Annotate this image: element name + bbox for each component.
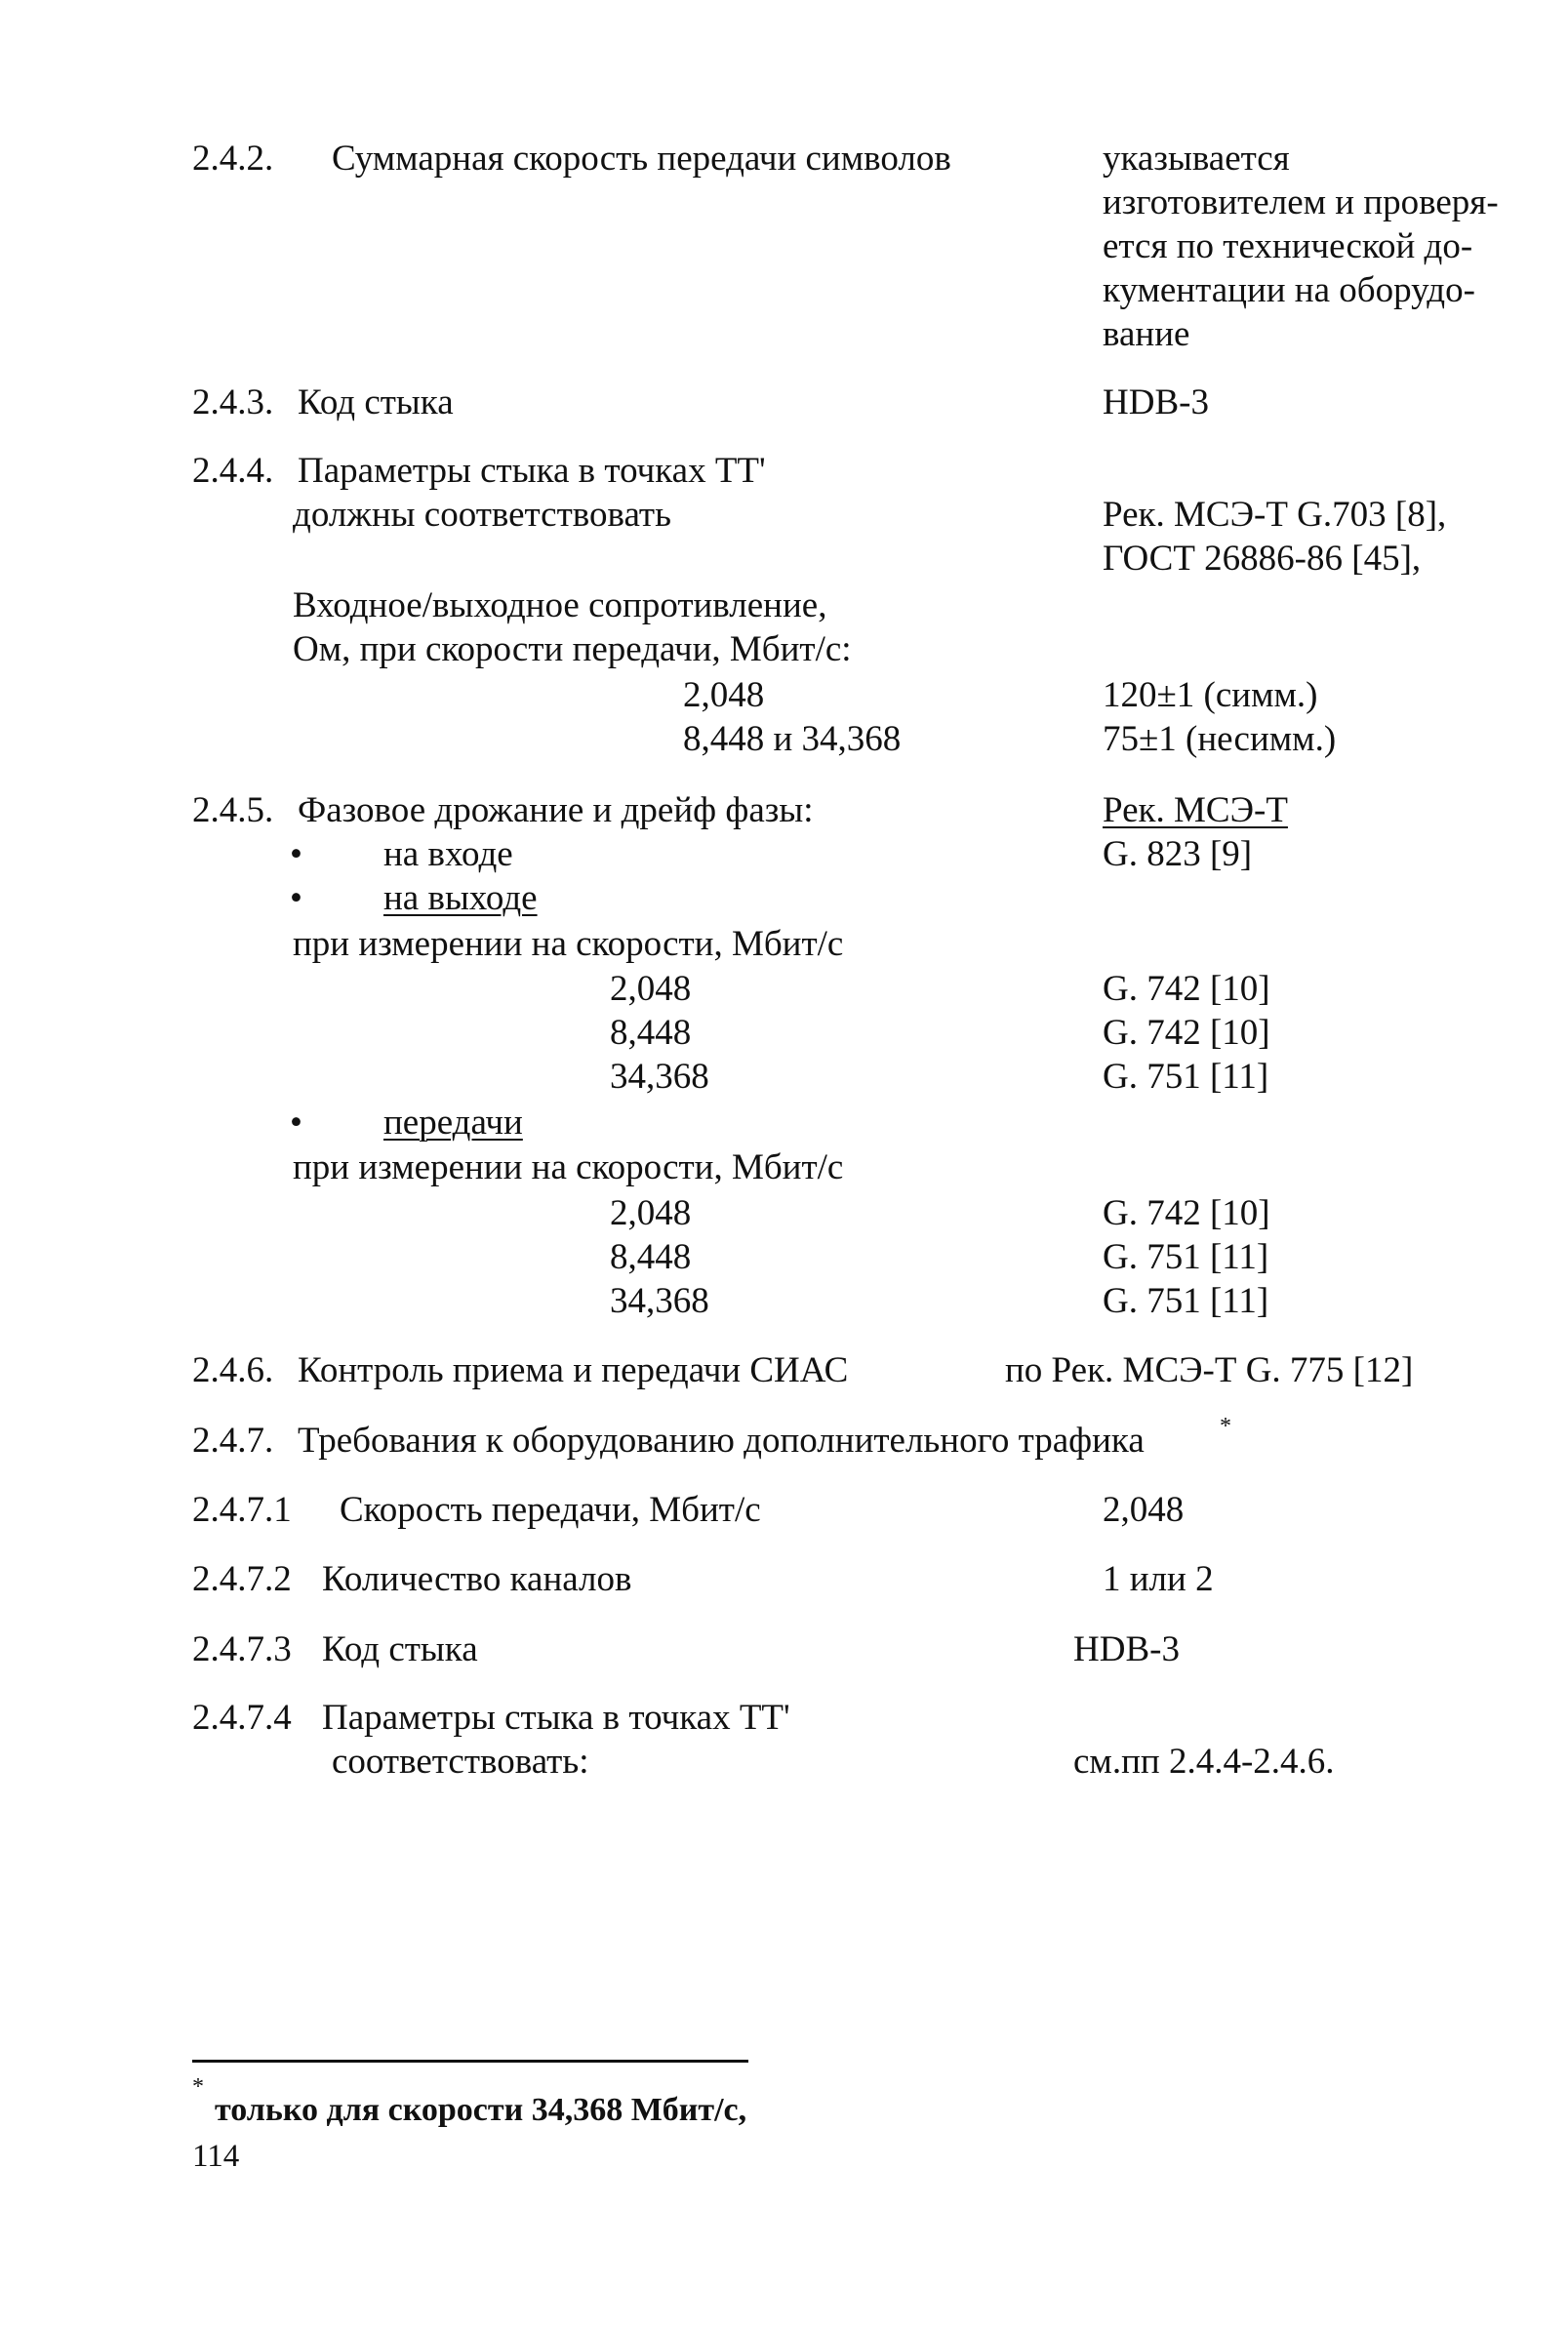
speed-value: 2,048	[610, 969, 692, 1009]
section-value: Рек. МСЭ-Т G.703 [8],	[1103, 495, 1447, 535]
section-value: ется по технической до-	[1103, 226, 1473, 266]
section-value: HDB-3	[1103, 382, 1209, 422]
measure-label: при измерении на скорости, Мбит/с	[293, 1147, 844, 1187]
row-value: G. 742 [10]	[1103, 969, 1270, 1009]
bullet-icon: •	[290, 834, 302, 874]
speed-value: 8,448 и 34,368	[683, 719, 902, 759]
speed-value: 2,048	[610, 1193, 692, 1233]
row-value: G. 751 [11]	[1103, 1281, 1269, 1321]
section-value: ГОСТ 26886-86 [45],	[1103, 539, 1422, 579]
bullet-text: на входе	[383, 834, 513, 874]
bullet-text: передачи	[383, 1103, 523, 1143]
row-value: 120±1 (симм.)	[1103, 675, 1318, 715]
section-value: Рек. МСЭ-Т	[1103, 790, 1288, 830]
section-value: вание	[1103, 314, 1190, 354]
section-number: 2.4.7.3	[192, 1629, 292, 1669]
row-value: G. 742 [10]	[1103, 1013, 1270, 1053]
row-value: 75±1 (несимм.)	[1103, 719, 1337, 759]
page-number: 114	[192, 2139, 240, 2174]
section-value: 2,048	[1103, 1490, 1185, 1530]
section-label: Контроль приема и передачи СИАС	[298, 1350, 849, 1390]
section-value: изготовителем и проверя-	[1103, 182, 1499, 222]
section-label: Количество каналов	[322, 1559, 632, 1599]
section-value: кументации на оборудо-	[1103, 270, 1475, 310]
section-value: указывается	[1103, 139, 1290, 179]
row-value: G. 742 [10]	[1103, 1193, 1270, 1233]
section-sublabel: Входное/выходное сопротивление,	[293, 585, 827, 625]
speed-value: 34,368	[610, 1281, 709, 1321]
measure-label: при измерении на скорости, Мбит/с	[293, 924, 844, 964]
section-value: HDB-3	[1073, 1629, 1180, 1669]
section-label: Суммарная скорость передачи символов	[332, 139, 951, 179]
row-value: G. 751 [11]	[1103, 1057, 1269, 1097]
bullet-icon: •	[290, 1103, 302, 1143]
bullet-text: на выходе	[383, 878, 538, 918]
section-label: Код стыка	[322, 1629, 478, 1669]
section-number: 2.4.6.	[192, 1350, 274, 1390]
footnote-marker: *	[1220, 1414, 1231, 1439]
section-label: Параметры стыка в точках ТТ'	[298, 451, 766, 491]
section-label: соответствовать:	[332, 1742, 589, 1782]
section-value: по Рек. МСЭ-Т G. 775 [12]	[1005, 1350, 1414, 1390]
footnote-text: только для скорости 34,368 Мбит/с,	[215, 2092, 747, 2128]
section-number: 2.4.7.	[192, 1421, 274, 1461]
speed-value: 2,048	[683, 675, 765, 715]
section-value: 1 или 2	[1103, 1559, 1214, 1599]
section-value: G. 823 [9]	[1103, 834, 1253, 874]
section-number: 2.4.7.1	[192, 1490, 292, 1530]
section-number: 2.4.2.	[192, 139, 274, 179]
section-label: Фазовое дрожание и дрейф фазы:	[298, 790, 814, 830]
section-number: 2.4.3.	[192, 382, 274, 422]
speed-value: 34,368	[610, 1057, 709, 1097]
footnote-marker: *	[192, 2074, 204, 2100]
row-value: G. 751 [11]	[1103, 1237, 1269, 1277]
section-label: Код стыка	[298, 382, 454, 422]
section-number: 2.4.7.4	[192, 1698, 292, 1738]
section-number: 2.4.5.	[192, 790, 274, 830]
section-label: Требования к оборудованию дополнительного трафика	[298, 1421, 1145, 1461]
section-label: Параметры стыка в точках ТТ'	[322, 1698, 790, 1738]
bullet-icon: •	[290, 878, 302, 918]
section-number: 2.4.4.	[192, 451, 274, 491]
section-label: Скорость передачи, Мбит/с	[340, 1490, 761, 1530]
speed-value: 8,448	[610, 1237, 692, 1277]
section-sublabel: Ом, при скорости передачи, Мбит/с:	[293, 629, 852, 669]
section-number: 2.4.7.2	[192, 1559, 292, 1599]
speed-value: 8,448	[610, 1013, 692, 1053]
section-label: должны соответствовать	[293, 495, 671, 535]
footnote-divider	[192, 2060, 748, 2063]
section-value: см.пп 2.4.4-2.4.6.	[1073, 1742, 1335, 1782]
